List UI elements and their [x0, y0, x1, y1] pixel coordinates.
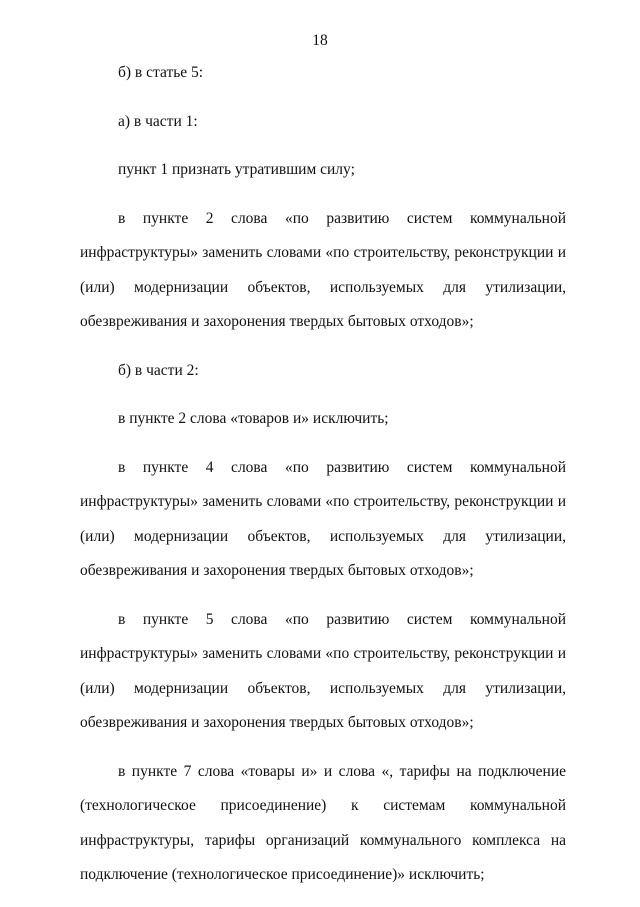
- page-number: 18: [312, 32, 328, 49]
- paragraph-part-1: а) в части 1:: [118, 112, 198, 130]
- paragraph-article-5: б) в статье 5:: [118, 64, 204, 81]
- document-body: [80, 56, 566, 907]
- paragraph-item-5: в пункте 5 слова «по развитию систем коммунальной инфраструктуры» заменить словами «по строительству, реконструкции и (или) модернизации объектов, используемых для утилизации, обезвреживания и захоронения твердых бытовых отходов»;: [80, 610, 566, 731]
- paragraph-item-2-goods: в пункте 2 слова «товаров и» исключить;: [118, 410, 389, 427]
- paragraph-item-7: в пункте 7 слова «товары и» и слова «, тарифы на подключение (технологическое присоединение) к системам коммунальной инфраструктуры, тарифы организаций коммунального комплекса на подключение (технологическое присоединение)» исключить;: [80, 762, 566, 883]
- paragraph-item-2: в пункте 2 слова «по развитию систем коммунальной инфраструктуры» заменить словами «по строительству, реконструкции и (или) модернизации объектов, используемых для утилизации, обезвреживания и захоронения твердых бытовых отходов»;: [80, 209, 566, 330]
- paragraph-item-4: в пункте 4 слова «по развитию систем коммунальной инфраструктуры» заменить словами «по строительству, реконструкции и (или) модернизации объектов, используемых для утилизации, обезвреживания и захоронения твердых бытовых отходов»;: [80, 458, 566, 579]
- paragraph-part-2: б) в части 2:: [118, 361, 199, 379]
- paragraph-item-1: пункт 1 признать утратившим силу;: [118, 161, 355, 178]
